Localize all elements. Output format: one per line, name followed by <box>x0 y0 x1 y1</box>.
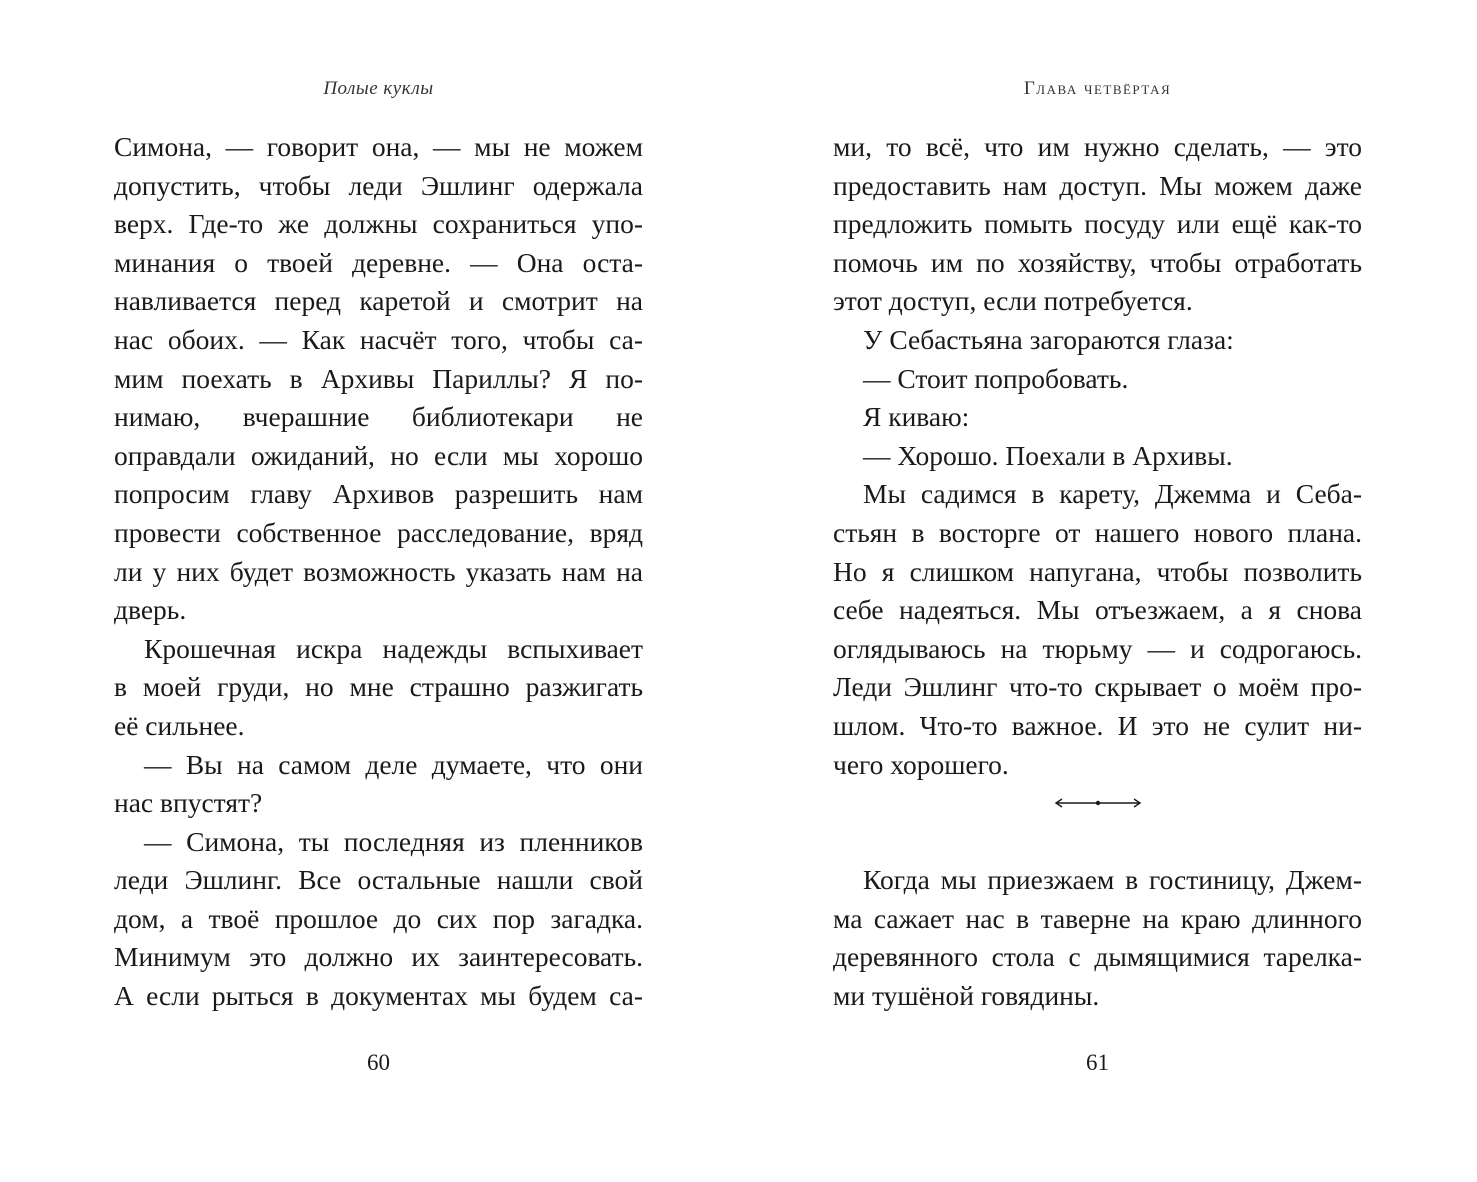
text-line: стьян в восторге от нашего нового плана. <box>833 516 1362 548</box>
text-line: Симона, — говорит она, — мы не можем <box>114 131 643 162</box>
text-line: допустить, чтобы леди Эшлинг одержала <box>114 169 643 201</box>
text-line: ми, то всё, что им нужно сделать, — это <box>833 131 1362 162</box>
text-line: себе надеяться. Мы отъезжаем, а я снова <box>833 594 1362 626</box>
section-spacer <box>833 823 1362 862</box>
text-line: А если рыться в документах мы будем са- <box>114 980 643 1012</box>
text-line: Леди Эшлинг что-то скрывает о моём про- <box>833 671 1362 703</box>
text-line: чего хорошего. <box>833 748 1009 780</box>
text-line: минания о твоей деревне. — Она оста- <box>114 246 643 278</box>
text-line: оправдали ожиданий, но если мы хорошо <box>114 439 643 471</box>
text-line: нас впустят? <box>114 787 263 819</box>
text-line: Крошечная искра надежды вспыхивает <box>144 632 643 664</box>
text-line: Минимум это должно их заинтересовать. <box>114 941 643 973</box>
text-line: нас обоих. — Как насчёт того, чтобы са- <box>114 323 643 355</box>
section-break-ornament <box>833 784 1362 823</box>
text-line: — Вы на самом деле думаете, что они <box>144 748 643 780</box>
text-line: оглядываюсь на тюрьму — и содрогаюсь. <box>833 632 1362 664</box>
text-line: предложить помыть посуду или ещё как-то <box>833 208 1362 240</box>
text-line: провести собственное расследование, вряд <box>114 516 643 548</box>
right-running-head: Глава четвёртая <box>1023 78 1172 99</box>
text-line: нимаю, вчерашние библиотекари не <box>114 401 643 433</box>
double-arrow-dot-icon <box>1053 797 1143 809</box>
text-line: У Себастьяна загораются глаза: <box>863 323 1234 355</box>
text-line: этот доступ, если потребуется. <box>833 285 1193 317</box>
text-line: шлом. Что-то важное. И это не сулит ни- <box>833 709 1362 741</box>
text-line: дом, а твоё прошлое до сих пор загадка. <box>114 902 643 934</box>
text-line: ми тушёной говядины. <box>833 980 1100 1012</box>
text-line: помочь им по хозяйству, чтобы отработать <box>833 246 1362 278</box>
right-text-block <box>833 128 1362 1016</box>
text-line: Когда мы приезжаем в гостиницу, Джем- <box>863 864 1362 896</box>
text-line: предоставить нам доступ. Мы можем даже <box>833 169 1362 201</box>
text-line: дверь. <box>114 594 187 626</box>
left-text-block <box>114 128 643 1016</box>
text-line: — Стоит попробовать. <box>863 362 1129 394</box>
text-line: навливается перед каретой и смотрит на <box>114 285 643 317</box>
text-line: в моей груди, но мне страшно разжигать <box>114 671 643 703</box>
right-page-number: 61 <box>1086 1050 1109 1075</box>
text-line: Мы садимся в карету, Джемма и Себа- <box>863 478 1362 510</box>
text-line: — Симона, ты последняя из пленников <box>144 825 643 857</box>
text-line: ли у них будет возможность указать нам на <box>114 555 643 587</box>
text-line: деревянного стола с дымящимися тарелка- <box>833 941 1362 973</box>
left-running-head: Полые куклы <box>323 78 434 99</box>
text-line: попросим главу Архивов разрешить нам <box>114 478 643 510</box>
text-line: Я киваю: <box>863 401 970 433</box>
text-line: ма сажает нас в таверне на краю длинного <box>833 902 1362 934</box>
text-line: Но я слишком напугана, чтобы позволить <box>833 555 1362 587</box>
text-line: верх. Где-то же должны сохраниться упо- <box>114 208 643 240</box>
text-line: леди Эшлинг. Все остальные нашли свой <box>114 864 643 896</box>
text-line: её сильнее. <box>114 709 245 741</box>
left-page-number: 60 <box>367 1050 390 1075</box>
text-line: — Хорошо. Поехали в Архивы. <box>863 439 1233 471</box>
text-line: мим поехать в Архивы Париллы? Я по- <box>114 362 643 394</box>
